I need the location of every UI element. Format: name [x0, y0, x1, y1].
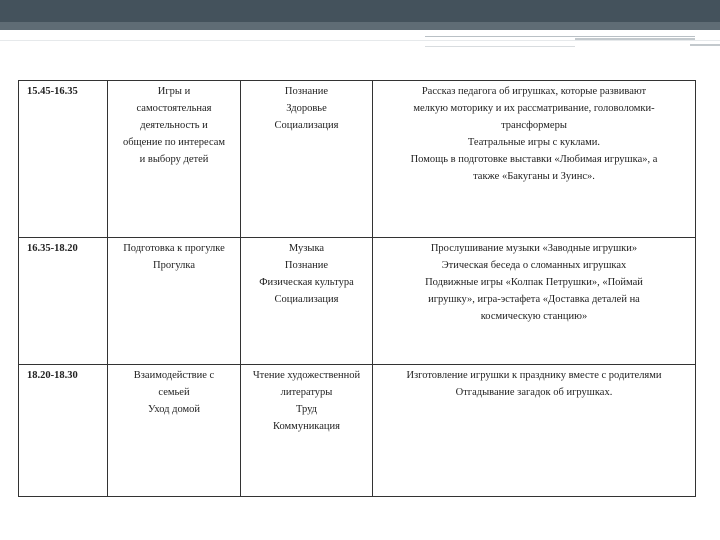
table-row: [19, 365, 696, 497]
time-cell: 15.45-16.35: [19, 81, 108, 238]
content-line: также «Бакуганы и Зуинс».: [473, 171, 595, 182]
decorative-line: [575, 38, 695, 40]
decorative-line: [690, 44, 720, 46]
content-line: Театральные игры с куклами.: [467, 137, 601, 148]
header-band-stripe: [0, 22, 720, 30]
time-cell: 18.20-18.30: [19, 365, 108, 497]
content-line: Рассказ педагога об игрушках, которые развивают: [421, 86, 647, 97]
activity-line: Игры и: [157, 86, 191, 97]
area-line: литературы: [280, 387, 333, 398]
area-line: Познание: [284, 86, 329, 97]
content-line: Прослушивание музыки «Заводные игрушки»: [430, 243, 638, 254]
activity-cell: [108, 365, 241, 497]
activity-line: Подготовка к прогулке: [123, 243, 225, 254]
area-line: Коммуникация: [273, 421, 340, 432]
activity-line: Прогулка: [152, 260, 196, 271]
decorative-line: [425, 36, 695, 37]
areas-cell: [241, 365, 373, 497]
activity-line: Уход домой: [147, 404, 201, 415]
area-line: Чтение художественной: [252, 370, 361, 381]
content-line: космическую станцию»: [480, 311, 588, 322]
content-line: трансформеры: [501, 120, 567, 131]
content-line: Помощь в подготовке выставки «Любимая игрушка», а: [410, 154, 658, 165]
content-cell: [373, 365, 696, 497]
decorative-line: [0, 40, 720, 41]
content-line: Изготовление игрушки к празднику вместе с родителями: [406, 370, 662, 381]
activity-cell: [108, 238, 241, 365]
schedule-table: [18, 80, 696, 497]
content-line: Отгадывание загадок об игрушках.: [455, 387, 613, 398]
content-line: мелкую моторику и их рассматривание, головоломки-: [413, 103, 655, 114]
content-cell: [373, 238, 696, 365]
activity-line: и выбору детей: [139, 154, 209, 165]
activity-cell: [108, 81, 241, 238]
content-cell: [373, 81, 696, 238]
table-row: [19, 81, 696, 238]
content-line: Подвижные игры «Колпак Петрушки», «Поймай: [425, 277, 643, 288]
activity-line: самостоятельная: [136, 103, 212, 114]
areas-cell: [241, 81, 373, 238]
time-cell: 16.35-18.20: [19, 238, 108, 365]
content-line: игрушку», игра-эстафета «Доставка деталей на: [428, 294, 640, 305]
activity-line: семьей: [158, 387, 190, 398]
activity-line: общение по интересам: [122, 137, 226, 148]
table-row: [19, 238, 696, 365]
area-line: Социализация: [274, 120, 339, 131]
header-band: [0, 0, 720, 30]
area-line: Здоровье: [286, 103, 327, 114]
activity-line: Взаимодействие с: [133, 370, 215, 381]
activity-line: деятельность и: [140, 120, 208, 131]
content-line: Этическая беседа о сломанных игрушках: [441, 260, 627, 271]
area-line: Познание: [284, 260, 329, 271]
areas-cell: [241, 238, 373, 365]
decorative-line: [425, 46, 575, 47]
area-line: Труд: [295, 404, 318, 415]
area-line: Музыка: [288, 243, 325, 254]
area-line: Социализация: [274, 294, 339, 305]
area-line: Физическая культура: [259, 277, 354, 288]
